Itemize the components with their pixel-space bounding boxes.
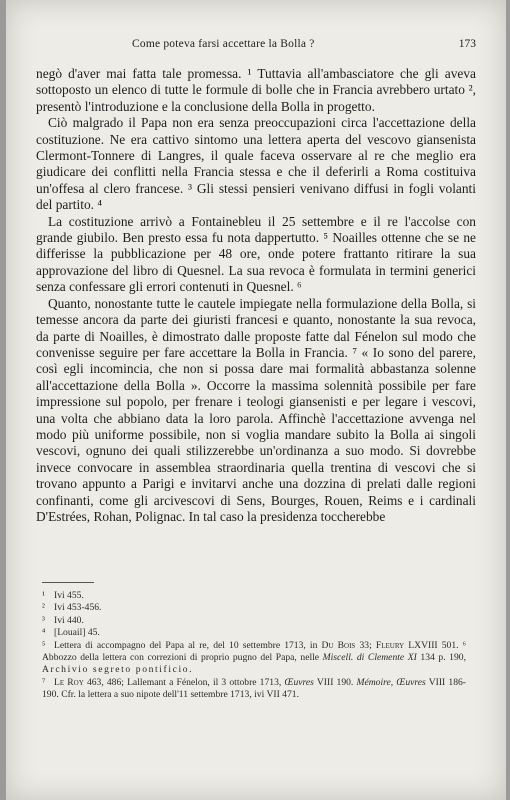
footnote-text: Ivi 440.	[54, 614, 84, 626]
footnote	[42, 677, 466, 702]
book-page	[6, 0, 506, 800]
footnote-mark: ¹	[42, 590, 45, 601]
footnote-author: Le Roy	[54, 676, 84, 688]
footnote-title: Œuvres	[284, 676, 314, 688]
page-number: 173	[458, 38, 476, 50]
footnote-mark: ²	[42, 602, 45, 614]
footnote-mark: ³	[42, 614, 45, 626]
footnote-text: .	[189, 664, 192, 676]
footnote-text: Ivi 453-456.	[54, 602, 102, 614]
running-title: Come poteva farsi accettare la Bolla ?	[132, 38, 315, 50]
footnotes	[42, 590, 466, 702]
paragraph: La costituzione arrivò a Fontainebleu il 25 settembre e il re l'accolse con grande giubilo. Ben presto essa fu nota dappertutto. ⁵ Noailles ottenne che se ne differisse la pubblicazione per 48 ore, onde potere frattanto ritirare la sua approvazione del libro di Quesnel. La sua revoca è formulata in termini generici senza confessare gli errori contenuti in Quesnel. ⁶	[36, 213, 476, 295]
footnote-text: VIII 190.	[313, 676, 357, 688]
footnote-text: 463, 486; Lallemant a Fénelon, il 3 ottobre 1713,	[83, 676, 285, 688]
footnote-rule	[42, 582, 94, 583]
footnote	[42, 615, 466, 627]
footnote-author: Du Bois	[321, 639, 356, 651]
footnote-text: [Louail] 45.	[54, 627, 100, 639]
footnote	[42, 627, 466, 639]
footnote-title: Miscell. di Clemente XI	[322, 652, 417, 664]
footnote-mark: ⁴	[42, 627, 46, 639]
footnote-text: Lettera di accompagno del Papa al re, del 10 settembre 1713, in	[54, 639, 322, 651]
paragraph: negò d'aver mai fatta tale promessa. ¹ Tuttavia all'ambasciatore che gli aveva sottoposto un elenco di tutte le formule di bolle che in Francia avrebbero urtato ², presentò l'introduzione e la conclusione della Bolla in progetto.	[36, 66, 476, 114]
footnote	[42, 602, 466, 614]
running-head	[36, 38, 476, 54]
footnote-text: Ivi 455.	[54, 590, 84, 601]
footnote-text: 33;	[355, 639, 376, 651]
footnote-text: VIII 186-190. Cfr. la lettera a suo nipote dell'11 settembre 1713, ivi VII 471.	[42, 676, 466, 701]
footnote-text: 134 p. 190,	[416, 652, 466, 664]
paragraph: Ciò malgrado il Papa non era senza preoccupazioni circa l'accettazione della costituzione. Ne era cattivo sintomo una lettera aperta del vescovo giansenista Clermont-Tonnere di Langres, il quale faceva osservare al re che meglio era giudicare dei conflitti nella Francia stessa e che il deferirli a Roma costituiva un'offesa al clero francese. ³ Gli stessi pensieri venivano diffusi in fogli volanti del partito. ⁴	[36, 115, 476, 213]
footnote-mark: ⁷	[42, 676, 46, 688]
footnote	[42, 590, 466, 602]
paragraph: Quanto, nonostante tutte le cautele impiegate nella formulazione della Bolla, si temesse ancora da parte dei giuristi francesi e quanto, nonostante la sua revoca, da parte di Noailles, è dimostrato dalle proposte fatte dal Fénelon sul modo che convenisse seguire per fare accettare la Bolla in Francia. ⁷ « Io sono del parere, così egli incomincia, che non si possa dare mai formalità abbastanza solenne all'accettazione della Bolla ». Occorre la massima solennità possibile per fare impressione sul popolo, per frenare i teologi giansenisti e per legare i vescovi, una volta che abbiano data la loro parola. Affinchè l'accettazione avvenga nel modo più uniforme possibile, non si voglia mandare subito la Bolla ai singoli vescovi, ognuno dei quali stilizzerebbe un'ordinanza a suo modo. Si dovrebbe invece convocare in assemblea straordinaria quella trentina di vescovi che si trovano appunto a Parigi e invitarvi anche una dozzina di prelati dalle regioni confinanti, come gli arcivescovi di Sens, Bourges, Rouen, Reims e i cardinali D'Estrées, Rohan, Polignac. In tal caso la presidenza toccherebbe	[36, 295, 476, 524]
footnote-mark: ⁵	[42, 639, 46, 651]
footnote-author: Fleury	[375, 639, 405, 651]
footnote-archive: Archivio segreto pontificio	[42, 664, 190, 676]
footnote-text: LXVIII 501. ⁶ Abbozzo della lettera con correzioni di proprio pugno del Papa, nelle	[42, 639, 466, 664]
body-text	[36, 66, 476, 525]
footnote-title: Mémoire, Œuvres	[356, 676, 426, 688]
footnote	[42, 640, 466, 677]
